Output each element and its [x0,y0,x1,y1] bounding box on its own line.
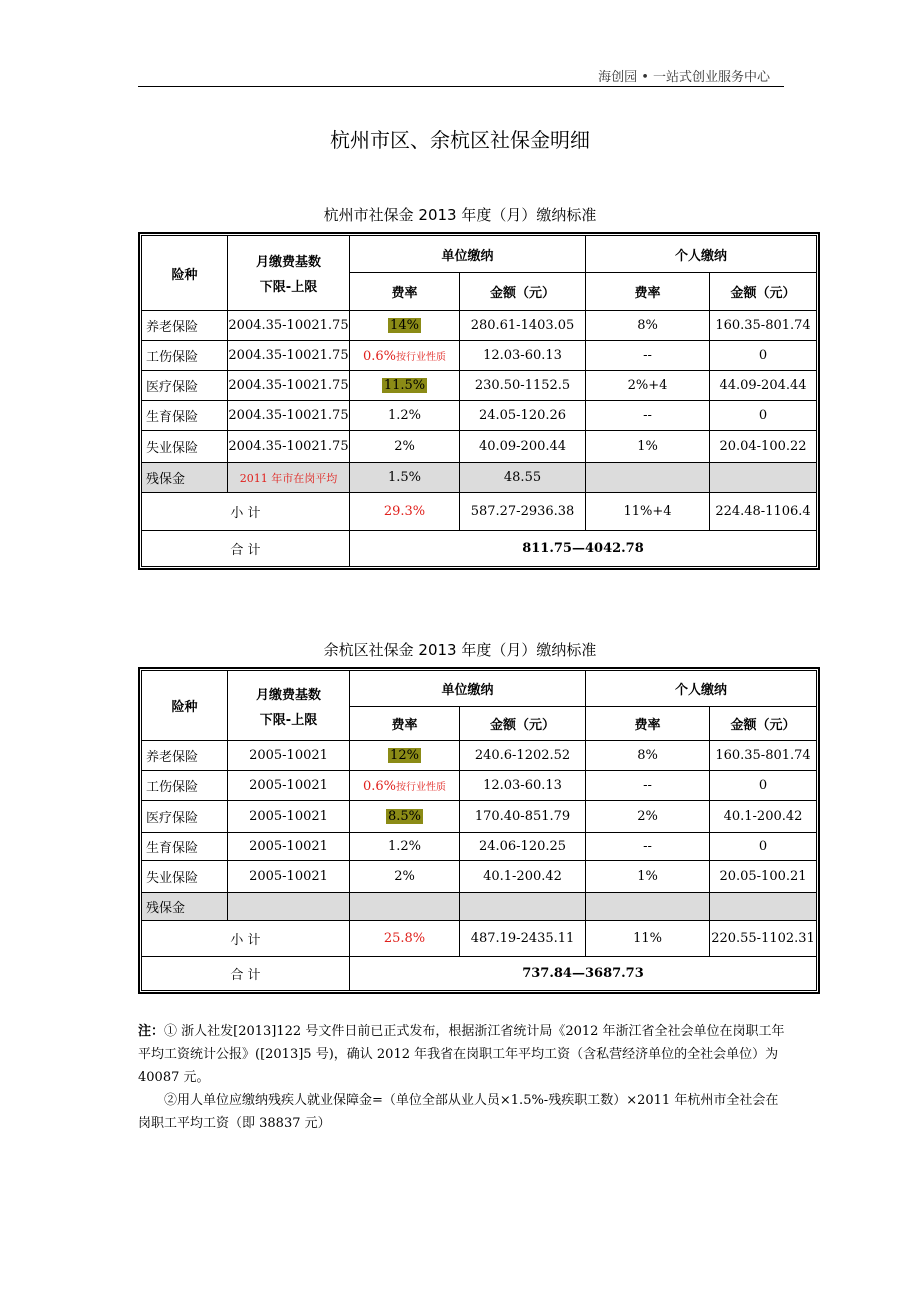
table-row [142,801,817,833]
row-pers-rate: 1% [586,431,710,463]
row-pers-rate: -- [586,833,710,861]
subtotal-label: 小 计 [142,493,350,531]
subtotal-pers-amount: 224.48-1106.4 [710,493,817,531]
row-base: 2004.35-10021.75 [228,341,350,371]
row-base: 2005-10021 [228,741,350,771]
row-unit-rate: 11.5% [350,371,460,401]
row-name: 失业保险 [142,431,228,463]
notes-label: 注： [138,1024,165,1039]
row-pers-amount: 0 [710,771,817,801]
row-base: 2005-10021 [228,771,350,801]
row-base: 2005-10021 [228,861,350,893]
col-header-personal: 个人缴纳 [586,236,817,273]
total-row [142,957,817,991]
total-value: 737.84—3687.73 [350,957,817,991]
row-unit-amount: 12.03-60.13 [460,341,586,371]
total-value: 811.75—4042.78 [350,531,817,567]
row-pers-rate [586,893,710,921]
col-header-base-line2: 下限-上限 [259,712,318,728]
col-header-base [228,671,350,741]
row-base: 2004.35-10021.75 [228,431,350,463]
row-unit-rate: 1.2% [350,401,460,431]
table-row [142,861,817,893]
row-pers-amount: 20.04-100.22 [710,431,817,463]
total-label: 合 计 [142,531,350,567]
col-header-unit: 单位缴纳 [350,236,586,273]
row-pers-rate: 1% [586,861,710,893]
yuhang-table-title: 余杭区社保金 2013 年度（月）缴纳标准 [323,641,597,659]
table-row [142,833,817,861]
row-unit-amount: 170.40-851.79 [460,801,586,833]
subtotal-pers-amount: 220.55-1102.31 [710,921,817,957]
row-base [228,893,350,921]
table-row [142,371,817,401]
col-header-type: 险种 [142,671,228,741]
col-header-pers-rate: 费率 [586,707,710,741]
table-row [142,341,817,371]
row-pers-rate: -- [586,341,710,371]
row-pers-amount: 40.1-200.42 [710,801,817,833]
row-name: 残保金 [142,463,228,493]
row-name: 医疗保险 [142,801,228,833]
row-name: 生育保险 [142,401,228,431]
row-pers-rate: 8% [586,311,710,341]
row-base: 2004.35-10021.75 [228,311,350,341]
subtotal-unit-amount: 587.27-2936.38 [460,493,586,531]
col-header-base-line2: 下限-上限 [259,280,318,295]
row-base: 2005-10021 [228,833,350,861]
subtotal-pers-rate: 11% [586,921,710,957]
hangzhou-table [138,232,820,570]
row-name: 养老保险 [142,741,228,771]
row-unit-rate: 1.2% [350,833,460,861]
table-row [142,463,817,493]
table-row [142,311,817,341]
note-2: ②用人单位应缴纳残疾人就业保障金=（单位全部从业人员×1.5%-残疾职工数）×2011 年杭州市全社会在岗职工平均工资（即 38837 元） [138,1093,779,1131]
row-unit-amount: 230.50-1152.5 [460,371,586,401]
note-1 [138,1020,788,1089]
col-header-pers-amount: 金额（元） [710,707,817,741]
note-1-text: ① 浙人社发[2013]122 号文件日前已正式发布，根据浙江省统计局《2012 年浙江省全社会单位在岗职工年平均工资统计公报》([2013]5 号)，确认 2012 年我省在岗职工年平均工资（含私营经济单位的全社会单位）为 40087 元。 [138,1024,785,1085]
table-row [142,893,817,921]
col-header-pers-rate: 费率 [586,273,710,311]
col-header-base-line1: 月缴费基数 [255,255,321,270]
row-name: 工伤保险 [142,341,228,371]
row-unit-rate: 0.6%按行业性质 [350,771,460,801]
row-base: 2011 年市在岗平均 [228,463,350,493]
table-row [142,431,817,463]
table-row [142,741,817,771]
row-pers-rate: 8% [586,741,710,771]
row-unit-rate [350,893,460,921]
col-header-personal: 个人缴纳 [586,671,817,707]
row-unit-rate: 0.6%按行业性质 [350,341,460,371]
subtotal-unit-rate: 29.3% [350,493,460,531]
row-pers-amount [710,893,817,921]
table-row [142,771,817,801]
row-name: 失业保险 [142,861,228,893]
row-unit-amount: 24.05-120.26 [460,401,586,431]
row-unit-amount: 240.6-1202.52 [460,741,586,771]
row-unit-amount: 40.1-200.42 [460,861,586,893]
row-unit-rate: 2% [350,431,460,463]
subtotal-unit-rate: 25.8% [350,921,460,957]
row-base: 2005-10021 [228,801,350,833]
col-header-type: 险种 [142,236,228,311]
col-header-unit-amount: 金额（元） [460,273,586,311]
header-text: 海创园 • 一站式创业服务中心 [598,70,770,85]
row-name: 残保金 [142,893,228,921]
page-header [138,62,784,87]
row-unit-rate: 12% [350,741,460,771]
col-header-base [228,236,350,311]
row-pers-rate: 2%+4 [586,371,710,401]
row-pers-amount: 160.35-801.74 [710,741,817,771]
row-pers-amount: 0 [710,401,817,431]
row-unit-amount [460,893,586,921]
row-pers-amount: 0 [710,833,817,861]
row-pers-rate: -- [586,401,710,431]
col-header-base-line1: 月缴费基数 [255,687,321,703]
row-unit-amount: 280.61-1403.05 [460,311,586,341]
row-name: 生育保险 [142,833,228,861]
col-header-unit-rate: 费率 [350,273,460,311]
row-name: 养老保险 [142,311,228,341]
row-pers-amount [710,463,817,493]
row-unit-rate: 14% [350,311,460,341]
row-pers-rate: -- [586,771,710,801]
col-header-pers-amount: 金额（元） [710,273,817,311]
total-row [142,531,817,567]
row-unit-amount: 12.03-60.13 [460,771,586,801]
subtotal-unit-amount: 487.19-2435.11 [460,921,586,957]
notes [138,1020,788,1135]
subtotal-pers-rate: 11%+4 [586,493,710,531]
row-name: 医疗保险 [142,371,228,401]
row-pers-rate: 2% [586,801,710,833]
row-unit-rate: 1.5% [350,463,460,493]
row-base: 2004.35-10021.75 [228,371,350,401]
row-pers-amount: 20.05-100.21 [710,861,817,893]
yuhang-table [138,667,820,994]
row-unit-amount: 40.09-200.44 [460,431,586,463]
row-pers-amount: 0 [710,341,817,371]
col-header-unit: 单位缴纳 [350,671,586,707]
row-pers-rate [586,463,710,493]
subtotal-row [142,921,817,957]
col-header-unit-rate: 费率 [350,707,460,741]
subtotal-row [142,493,817,531]
row-base: 2004.35-10021.75 [228,401,350,431]
table-row [142,401,817,431]
row-unit-rate: 2% [350,861,460,893]
row-unit-rate: 8.5% [350,801,460,833]
subtotal-label: 小 计 [142,921,350,957]
row-unit-amount: 48.55 [460,463,586,493]
hangzhou-table-title: 杭州市社保金 2013 年度（月）缴纳标准 [323,206,597,224]
total-label: 合 计 [142,957,350,991]
col-header-unit-amount: 金额（元） [460,707,586,741]
row-pers-amount: 160.35-801.74 [710,311,817,341]
row-pers-amount: 44.09-204.44 [710,371,817,401]
row-unit-amount: 24.06-120.25 [460,833,586,861]
document-title: 杭州市区、余杭区社保金明细 [330,128,590,152]
row-name: 工伤保险 [142,771,228,801]
